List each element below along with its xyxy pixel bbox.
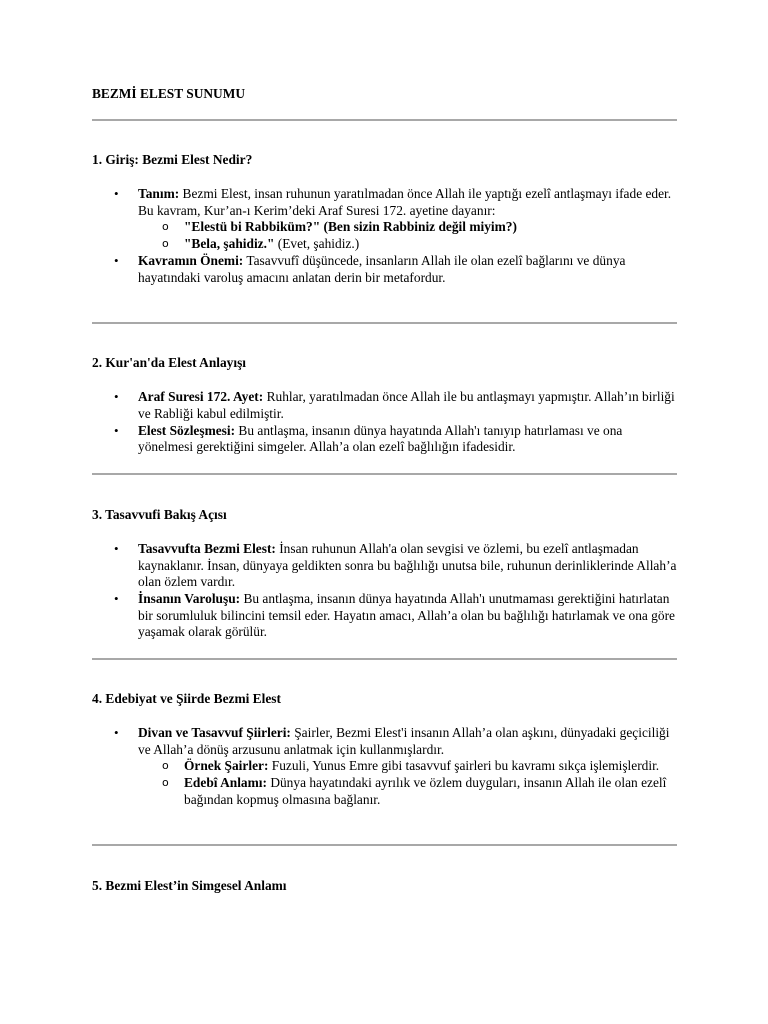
item-text: Bu antlaşma, insanın dünya hayatında Allah'ı unutmaması gerektiğini hatırlatan bir sorumluluk bilincini temsil eder. Hayatın amacı, Allah’a olan bu bağlılığı hatırlamak ve ona göre yaşamak olarak görülür. [138,591,675,639]
bullet-icon: • [114,422,119,438]
section-heading-4: 4. Edebiyat ve Şiirde Bezmi Elest [92,691,281,706]
list-item [92,186,677,253]
item-label: Divan ve Tasavvuf Şiirleri: [138,725,291,740]
item-label: Tasavvufta Bezmi Elest: [138,541,276,556]
sub-item-text: Fuzuli, Yunus Emre gibi tasavvuf şairleri bu kavramı sıkça işlemişlerdir. [268,758,660,773]
document-title: BEZMİ ELEST SUNUMU [92,86,246,101]
item-label: İnsanın Varoluşu: [138,591,241,606]
circle-bullet-icon: o [162,237,169,250]
section-3-list [92,541,677,641]
item-text: Ruhlar, yaratılmadan önce Allah ile bu antlaşmayı yapmıştır. Allah’ın birliği ve Rabliği kabul edilmiştir. [138,389,675,421]
item-text: Bezmi Elest, insan ruhunun yaratılmadan önce Allah ile yaptığı ezelî antlaşmayı ifade eder. Bu kavram, Kur’an-ı Kerim’deki Araf Suresi 172. ayetine dayanır: [138,186,672,218]
section-divider [92,119,677,121]
sub-item-text: (Evet, şahidiz.) [274,236,360,251]
sub-item-label: Edebî Anlamı: [184,775,267,790]
section-heading-1: 1. Giriş: Bezmi Elest Nedir? [92,152,253,167]
bullet-icon: • [114,389,119,404]
list-item [92,725,677,808]
item-text: İnsan ruhunun Allah'a olan sevgisi ve özlemi, bu ezelî antlaşmadan kaynaklanır. İnsan, dünyaya geldikten sonra bu bağlılığı unutsa bile, ruhunun derinliklerinde Allah’a olan özlem vardır. [138,541,677,589]
item-text: Bu antlaşma, insanın dünya hayatında Allah'ı tanıyıp hatırlaması ve ona yönelmesi gerektiğini simgeler. Allah’a olan ezelî bağlılığın ifadesidir. [138,422,623,454]
list-item [92,389,677,422]
sub-list-item [138,775,677,808]
section-4-list [92,725,677,809]
sub-item-label: Örnek Şairler: [184,758,269,773]
sub-list-item [138,219,677,236]
section-divider [92,844,677,846]
section-divider [92,658,677,660]
section-divider [92,322,677,324]
list-item [92,423,677,456]
bullet-icon: • [114,253,119,268]
sub-list [138,758,677,808]
sub-list-item [138,758,677,775]
circle-bullet-icon: o [162,776,169,789]
bullet-icon: • [114,725,119,740]
item-label: Araf Suresi 172. Ayet: [138,389,264,404]
item-text: Şairler, Bezmi Elest'i insanın Allah’a olan aşkını, dünyadaki geçiciliği ve Allah’a dönüş arzusunu anlatmak için kullanmışlardır. [138,725,670,757]
sub-item-label: "Bela, şahidiz." [184,236,275,251]
item-label: Tanım: [138,186,180,201]
list-item [92,591,677,641]
sub-item-text: Dünya hayatındaki ayrılık ve özlem duyguları, insanın Allah ile olan ezelî bağından kopmuş olmasına bağlanır. [184,775,667,807]
item-text: Tasavvufî düşüncede, insanların Allah ile olan ezelî bağlarını ve dünya hayatındaki varoluş amacını anlatan derin bir metafordur. [138,253,626,285]
circle-bullet-icon: o [162,759,169,772]
bullet-icon: • [114,186,119,201]
section-divider [92,473,677,475]
bullet-icon: • [114,591,119,606]
section-heading-2: 2. Kur'an'da Elest Anlayışı [92,355,247,370]
list-item [92,253,677,286]
bullet-icon: • [114,541,119,556]
section-heading-5: 5. Bezmi Elest’in Simgesel Anlamı [92,878,287,893]
sub-list [138,219,677,253]
sub-item-label: "Elestü bi Rabbiküm?" (Ben sizin Rabbiniz değil miyim?) [184,219,517,234]
list-item [92,541,677,591]
section-2-list [92,389,677,456]
circle-bullet-icon: o [162,220,169,233]
sub-list-item [138,236,677,253]
item-label: Elest Sözleşmesi: [138,422,236,438]
section-1-list [92,186,677,287]
item-label: Kavramın Önemi: [138,253,244,268]
section-heading-3: 3. Tasavvufi Bakış Açısı [92,507,227,522]
